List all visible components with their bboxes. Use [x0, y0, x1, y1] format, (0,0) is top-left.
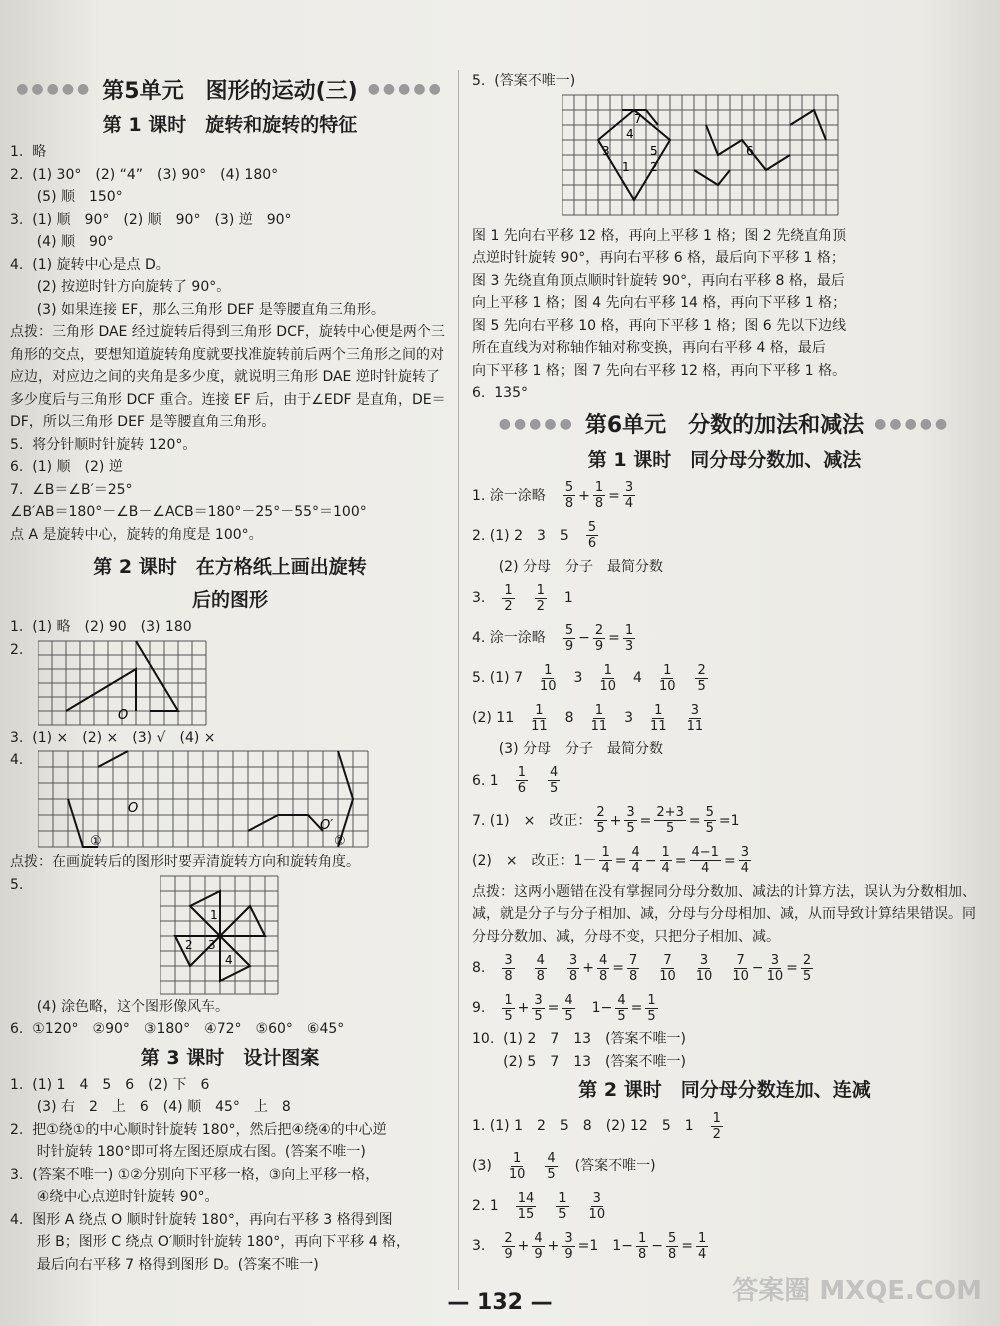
- fraction: $\frac{2}{9}$: [504, 1230, 513, 1262]
- dots-decoration: ●●●●●: [874, 415, 951, 432]
- fraction: $\frac{3}{5}$: [534, 992, 543, 1024]
- fraction: $\frac{3}{10}$: [695, 952, 713, 984]
- fraction: $\frac{5}{8}$: [564, 480, 574, 511]
- q4-figure-row: [10, 749, 450, 851]
- left-column: [10, 70, 450, 1276]
- answer-line: 4. 图形 A 绕点 O 顺时针旋转 180°，再向右平移 3 格得到图: [10, 1211, 393, 1228]
- answer-line: 形 B；图形 C 绕点 O′顺时针旋转 180°，再向下平移 4 格，: [10, 1234, 411, 1250]
- question-number: 2.: [10, 641, 24, 658]
- figure-1-label: ①: [90, 834, 102, 849]
- r-q8: 8. $\frac{3}{8}$ $\frac{4}{8}$ $\frac{3}{8}$ + $\frac{4}{8}$ = $\frac{7}{8}$ $\frac{7}{10}$ $\frac{3}{10}$ $\frac{7}{10}$ − $\frac{3}{10}$ = $\frac{2}{5}$: [472, 952, 812, 984]
- answer-line: 4. (1) 旋转中心是点 D。: [10, 256, 170, 273]
- answer-line: 6. 135°: [472, 385, 528, 401]
- answer-line: (2) 分母 分子 最简分数: [472, 558, 663, 575]
- figure-7-label: 7: [634, 111, 642, 126]
- answer-line: (2) 5 7 13 (答案不唯一): [472, 1053, 686, 1070]
- blade-1-label: 1: [210, 907, 218, 922]
- fraction: $\frac{1}{4}$: [661, 845, 670, 876]
- answer-text: (2) × 改正：1－: [472, 852, 597, 869]
- answer-text: 2. 1: [472, 1198, 499, 1214]
- fraction: $\frac{1}{11}$: [650, 702, 667, 734]
- dots-decoration: ●●●●●: [367, 81, 444, 97]
- r-q9: 9. $\frac{1}{5}$ + $\frac{3}{5}$ = $\frac{4}{5}$ 1− $\frac{4}{5}$ = $\frac{1}{5}$: [472, 992, 656, 1024]
- translation-grid-figure: [562, 93, 842, 221]
- fraction: $\frac{1}{5}$: [504, 992, 513, 1024]
- answer-text: 7. (1) × 改正：: [472, 812, 592, 829]
- answer-line: 图 1 先向右平移 12 格，再向上平移 1 格；图 2 先绕直角顶: [472, 227, 847, 244]
- lesson-1-hint: 点拨：三角形 DAE 经过旋转后得到三角形 DCF，旋转中心便是两个三角形的交点，要想知道旋转角度就要找准旋转前后两个三角形之间的对应边，对应边之间的夹角是多少度，就说明三角形 DAE 逆时针旋转了多少度后与三角形 DCF 重合。连接 EF 后，由于∠EDF 是直角，DE＝DF，所以三角形 DEF 是等腰直角三角形。: [10, 324, 446, 430]
- answer-line: 最后向右平移 7 格得到图形 D。(答案不唯一): [10, 1256, 319, 1273]
- fraction: $\frac{1}{11}$: [531, 702, 548, 734]
- fraction: $\frac{4}{9}$: [534, 1230, 543, 1262]
- fraction: $\frac{7}{10}$: [732, 952, 749, 984]
- lesson-1-title: 第 1 课时 旋转和旋转的特征: [102, 114, 358, 136]
- answer-line: 3. (1) × (2) × (3) √ (4) ×: [10, 729, 216, 746]
- answer-line: 图 5 先向右平移 10 格，再向下平移 1 格；图 6 先以下边线: [472, 317, 847, 334]
- fraction: $\frac{4}{5}$: [547, 1150, 556, 1182]
- answer-line: (2) 按逆时针方向旋转了 90°。: [10, 279, 231, 295]
- fraction: $\frac{3}{4}$: [624, 480, 634, 511]
- r-q4: 4. 涂一涂略 $\frac{5}{9}$ − $\frac{2}{9}$ = $\frac{1}{3}$: [472, 622, 634, 654]
- answer-text: (答案不唯一): [574, 1158, 656, 1174]
- fraction: $\frac{1}{2}$: [536, 582, 545, 614]
- fraction: $\frac{5}{6}$: [587, 520, 597, 551]
- fraction: $\frac{1}{5}$: [558, 1190, 567, 1222]
- answer-text: 2. (1) 2 3 5: [472, 527, 569, 544]
- fraction: $\frac{2}{5}$: [697, 662, 706, 694]
- answer-line: 2. (1) 30° (2) “4” (3) 90° (4) 180°: [10, 166, 279, 183]
- fraction: $\frac{7}{10}$: [659, 952, 676, 984]
- answer-line: (3) 右 2 上 6 (4) 顺 45° 上 8: [10, 1099, 291, 1115]
- answer-text: 6. 1: [472, 772, 499, 789]
- fraction: $\frac{1}{8}$: [594, 480, 604, 511]
- unit-6-hint: 点拨：这两小题错在没有掌握同分母分数加、减法的计算方法，误认为分数相加、减，就是分子与分子相加、减，分母与分母相加、减，从而导致计算结果错误。同分母分数加、减，分母不变，只把分子相加、减。: [472, 883, 976, 945]
- answer-text: (2) 11: [472, 710, 515, 726]
- answer-text: 4. 涂一涂略: [472, 630, 546, 646]
- windmill-blades: [175, 891, 265, 981]
- figure-6-label: 6: [746, 143, 754, 158]
- fraction: $\frac{5}{5}$: [705, 805, 714, 836]
- answer-text: 3.: [472, 1238, 486, 1254]
- q2-grid-figure: [38, 639, 208, 727]
- answer-line: 5. 将分针顺时针旋转 120°。: [10, 436, 197, 453]
- fraction: $\frac{5}{8}$: [667, 1230, 677, 1262]
- lesson-2-title: 第 2 课时 同分母分数连加、连减: [578, 1079, 871, 1101]
- page-number: — 132 —: [447, 1290, 553, 1315]
- answer-line: ④绕中心点逆时针旋转 90°。: [10, 1189, 219, 1205]
- fraction: $\frac{1}{10}$: [508, 1150, 526, 1182]
- fraction: $\frac{1}{6}$: [517, 765, 526, 796]
- answer-text: 3.: [472, 590, 486, 606]
- question-number: 5.: [10, 876, 24, 893]
- fraction: $\frac{1}{8}$: [637, 1230, 647, 1262]
- fraction: $\frac{5}{9}$: [564, 622, 574, 654]
- answer-text: 8.: [472, 960, 486, 976]
- fraction: $\frac{3}{10}$: [588, 1190, 606, 1222]
- unit-6-title: [472, 405, 977, 443]
- q4-grid-figure: [38, 749, 370, 851]
- unit-title-text: 第6单元 分数的加法和减法: [584, 413, 865, 438]
- fraction: $\frac{14}{15}$: [517, 1190, 535, 1222]
- answer-line: 1. (1) 1 4 5 6 (2) 下 6: [10, 1076, 210, 1093]
- figure-2-label: 2: [650, 159, 658, 174]
- grid-lines: [38, 751, 368, 847]
- fraction: $\frac{3}{10}$: [766, 952, 784, 984]
- point-o-label: O: [128, 801, 139, 816]
- fraction: $\frac{2}{5}$: [802, 952, 812, 984]
- fraction: $\frac{1}{2}$: [504, 582, 513, 614]
- fraction: $\frac{1}{5}$: [647, 992, 656, 1024]
- answer-text: 9.: [472, 1000, 486, 1016]
- answer-line: (4) 涂色略，这个图形像风车。: [10, 998, 229, 1015]
- lesson-3-title: 第 3 课时 设计图案: [140, 1046, 320, 1069]
- fraction: $\frac{1}{3}$: [624, 622, 634, 654]
- figure-2-label: ②: [334, 834, 346, 849]
- answer-text: 1. 涂一涂略: [472, 487, 546, 504]
- q5-figure-row: [10, 874, 450, 996]
- fraction: $\frac{2}{5}$: [596, 805, 605, 836]
- answer-text: 1. (1) 1 2 5 8 (2) 12 5 1: [472, 1118, 694, 1134]
- right-column: [472, 70, 977, 1266]
- figure-5-label: 5: [650, 143, 658, 158]
- answer-line: 1. (1) 略 (2) 90 (3) 180: [10, 619, 192, 635]
- figure-4-label: 4: [626, 126, 634, 141]
- fraction: $\frac{1}{11}$: [590, 702, 608, 734]
- r-q7b: (2) × 改正：1－ $\frac{1}{4}$ = $\frac{4}{4}$ − $\frac{1}{4}$ = $\frac{4-1}{4}$ = $\frac{3}{4}$: [472, 845, 749, 876]
- answer-line: 3. (1) 顺 90° (2) 顺 90° (3) 逆 90°: [10, 211, 292, 228]
- answer-line: 10. (1) 2 7 13 (答案不唯一): [472, 1031, 686, 1047]
- blade-4-label: 4: [225, 952, 233, 967]
- fraction: $\frac{1}{10}$: [658, 662, 676, 694]
- answer-line: 6. (1) 顺 (2) 逆: [10, 459, 123, 475]
- dots-decoration: ●●●●●: [498, 415, 575, 432]
- r-q7a: 7. (1) × 改正： $\frac{2}{5}$ + $\frac{3}{5}$ = $\frac{2+3}{5}$ = $\frac{5}{5}$ =1: [472, 805, 740, 836]
- unit-5-title: [10, 70, 450, 108]
- answer-text: (3): [472, 1158, 492, 1174]
- answer-line: 点 A 是旋转中心，旋转的角度是 100°。: [10, 526, 263, 543]
- lesson-2-hint: 点拨：在画旋转后的图形时要弄清旋转方向和旋转角度。: [10, 854, 360, 870]
- fraction: $\frac{3}{11}$: [686, 702, 704, 734]
- fraction: $\frac{4}{5}$: [550, 765, 559, 796]
- fraction: $\frac{3}{9}$: [564, 1230, 573, 1262]
- question-number: 4.: [10, 752, 24, 768]
- answer-line: (3) 分母 分子 最简分数: [472, 741, 663, 757]
- answer-text: 5. (1) 7: [472, 670, 523, 686]
- answer-line: 图 3 先绕直角顶点顺时针旋转 90°，再向右平移 8 格，最后: [472, 272, 845, 289]
- answer-line: 向下平移 1 格；图 7 先向右平移 12 格，再向下平移 1 格。: [472, 362, 847, 379]
- r2-q1b: [472, 1146, 977, 1186]
- lesson-2-title-line2: 后的图形: [191, 589, 268, 611]
- fraction: $\frac{1}{10}$: [540, 662, 557, 694]
- r-q3: 3. $\frac{1}{2}$ $\frac{1}{2}$ 1: [472, 582, 573, 614]
- fraction: $\frac{4}{8}$: [598, 952, 608, 984]
- r-q5a: 5. (1) 7 $\frac{1}{10}$ 3 $\frac{1}{10}$ 4 $\frac{1}{10}$ $\frac{2}{5}$: [472, 662, 706, 694]
- fraction: $\frac{1}{4}$: [601, 845, 610, 876]
- fraction: $\frac{2+3}{5}$: [656, 805, 684, 836]
- fraction: $\frac{7}{8}$: [628, 952, 638, 984]
- answer-line: 时针旋转 180°即可将左图还原成右图。(答案不唯一): [10, 1144, 366, 1160]
- answer-line: (4) 顺 90°: [10, 234, 114, 250]
- answer-line: 6. ①120° ②90° ③180° ④72° ⑤60° ⑥45°: [10, 1021, 345, 1037]
- fraction: $\frac{3}{4}$: [740, 845, 749, 876]
- column-divider: [458, 70, 459, 1290]
- fraction: $\frac{4}{8}$: [536, 952, 545, 984]
- fraction: $\frac{3}{8}$: [568, 952, 578, 984]
- answer-line: 7. ∠B＝∠B′＝25°: [10, 481, 133, 498]
- answer-line: (3) 如果连接 EF，那么三角形 DEF 是等腰直角三角形。: [10, 301, 385, 318]
- blade-3-label: 3: [208, 937, 216, 952]
- lesson-1-answers: [10, 141, 450, 321]
- fraction: $\frac{2}{9}$: [594, 622, 604, 654]
- r-q1: 1. 涂一涂略 $\frac{5}{8}$ + $\frac{1}{8}$ = $\frac{3}{4}$: [472, 480, 634, 511]
- r2-q2: [472, 1186, 977, 1226]
- fraction: $\frac{4-1}{4}$: [691, 845, 719, 876]
- answer-line: 5. (答案不唯一): [472, 73, 576, 89]
- q5-explanation: [472, 225, 977, 383]
- lesson-2-title: [10, 552, 450, 612]
- r-q2a: [472, 516, 977, 556]
- r2-q3: 3. $\frac{2}{9}$ + $\frac{4}{9}$ + $\frac{3}{9}$ =1 1− $\frac{1}{8}$ − $\frac{5}{8}$ = $\frac{1}{4}$: [472, 1230, 707, 1262]
- fraction: $\frac{3}{8}$: [504, 952, 513, 984]
- answer-line: 3. (答案不唯一) ①②分别向下平移一格，③向上平移一格，: [10, 1166, 380, 1183]
- fraction: $\frac{1}{4}$: [697, 1230, 707, 1262]
- fraction: $\frac{4}{5}$: [617, 992, 626, 1024]
- dots-decoration: ●●●●●: [16, 81, 93, 97]
- answer-line: 所在直线为对称轴作轴对称变换，再向右平移 4 格，最后: [472, 340, 826, 356]
- answer-line: ∠B′AB＝180°－∠B－∠ACB＝180°－25°－55°＝100°: [10, 504, 367, 520]
- windmill-figure: [160, 874, 280, 996]
- lesson-1-answers-b: [10, 434, 450, 547]
- answer-line: 1. 略: [10, 144, 47, 160]
- answer-line: (5) 顺 150°: [10, 189, 123, 205]
- lesson-3-answers: [10, 1074, 450, 1277]
- r-q6: [472, 761, 977, 801]
- fraction: $\frac{3}{5}$: [626, 805, 635, 836]
- lesson-1-title: 第 1 课时 同分母分数加、减法: [587, 448, 862, 471]
- answer-line: 向上平移 1 格；图 4 先向右平移 14 格，再向下平移 1 格；: [472, 295, 847, 311]
- fraction: $\frac{4}{5}$: [564, 992, 573, 1024]
- point-o-prime-label: O′: [320, 818, 334, 833]
- answer-line: 点逆时针旋转 90°，再向右平移 6 格，最后向下平移 1 格；: [472, 250, 845, 266]
- point-o-label: O: [118, 707, 129, 723]
- unit-title-text: 第5单元 图形的运动(三): [102, 78, 358, 104]
- figure-1-label: 1: [622, 159, 630, 174]
- blade-2-label: 2: [185, 937, 193, 952]
- r2-q1a: [472, 1106, 977, 1146]
- q2-figure-row: [10, 639, 450, 727]
- r-q5b: (2) 11 $\frac{1}{11}$ 8 $\frac{1}{11}$ 3 $\frac{1}{11}$ $\frac{3}{11}$: [472, 702, 704, 734]
- fraction: $\frac{1}{2}$: [712, 1110, 721, 1142]
- fraction: $\frac{1}{10}$: [599, 662, 617, 694]
- fraction: $\frac{4}{4}$: [631, 845, 640, 876]
- figure-3-label: 3: [602, 143, 610, 158]
- site-watermark: 答案圈 MXQE.COM: [732, 1276, 982, 1306]
- lesson-2-title-line1: 第 2 课时 在方格纸上画出旋转: [93, 556, 367, 578]
- answer-line: 2. 把①绕①的中心顺时针旋转 180°，然后把④绕④的中心逆: [10, 1121, 387, 1138]
